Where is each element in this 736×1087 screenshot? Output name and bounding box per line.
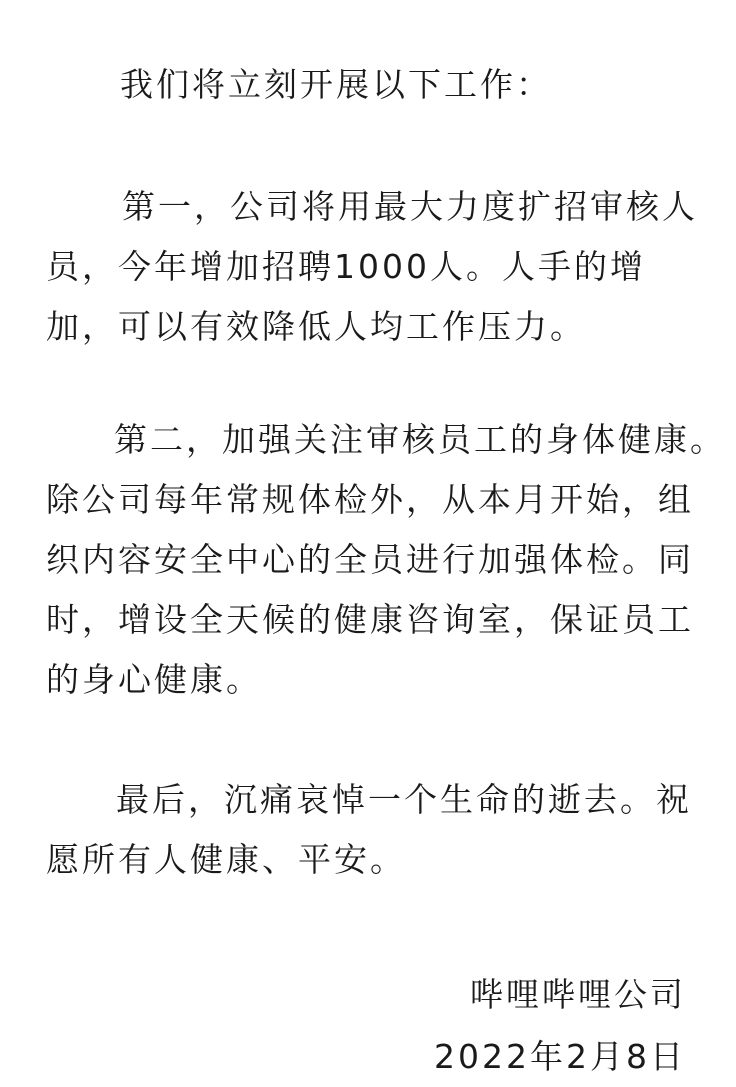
intro-line: 我们将立刻开展以下工作： — [120, 65, 552, 104]
paragraph-line: 愿所有人健康、平安。 — [46, 840, 406, 879]
paragraph-line: 加，可以有效降低人均工作压力。 — [46, 307, 586, 346]
paragraph-line: 第一，公司将用最大力度扩招审核人 — [122, 187, 698, 226]
paragraph-line: 时，增设全天候的健康咨询室，保证员工 — [46, 600, 694, 639]
paragraph-line: 除公司每年常规体检外，从本月开始，组 — [46, 480, 694, 519]
paragraph-line: 最后，沉痛哀悼一个生命的逝去。祝 — [116, 780, 692, 819]
paragraph-line: 第二，加强关注审核员工的身体健康。 — [114, 420, 726, 459]
paragraph-line: 织内容安全中心的全员进行加强体检。同 — [46, 540, 694, 579]
paragraph-line: 员，今年增加招聘1000人。人手的增 — [46, 247, 646, 286]
signature-date: 2022年2月8日 — [434, 1037, 686, 1076]
company-name: 哔哩哔哩公司 — [470, 975, 686, 1014]
paragraph-line: 的身心健康。 — [46, 660, 262, 699]
